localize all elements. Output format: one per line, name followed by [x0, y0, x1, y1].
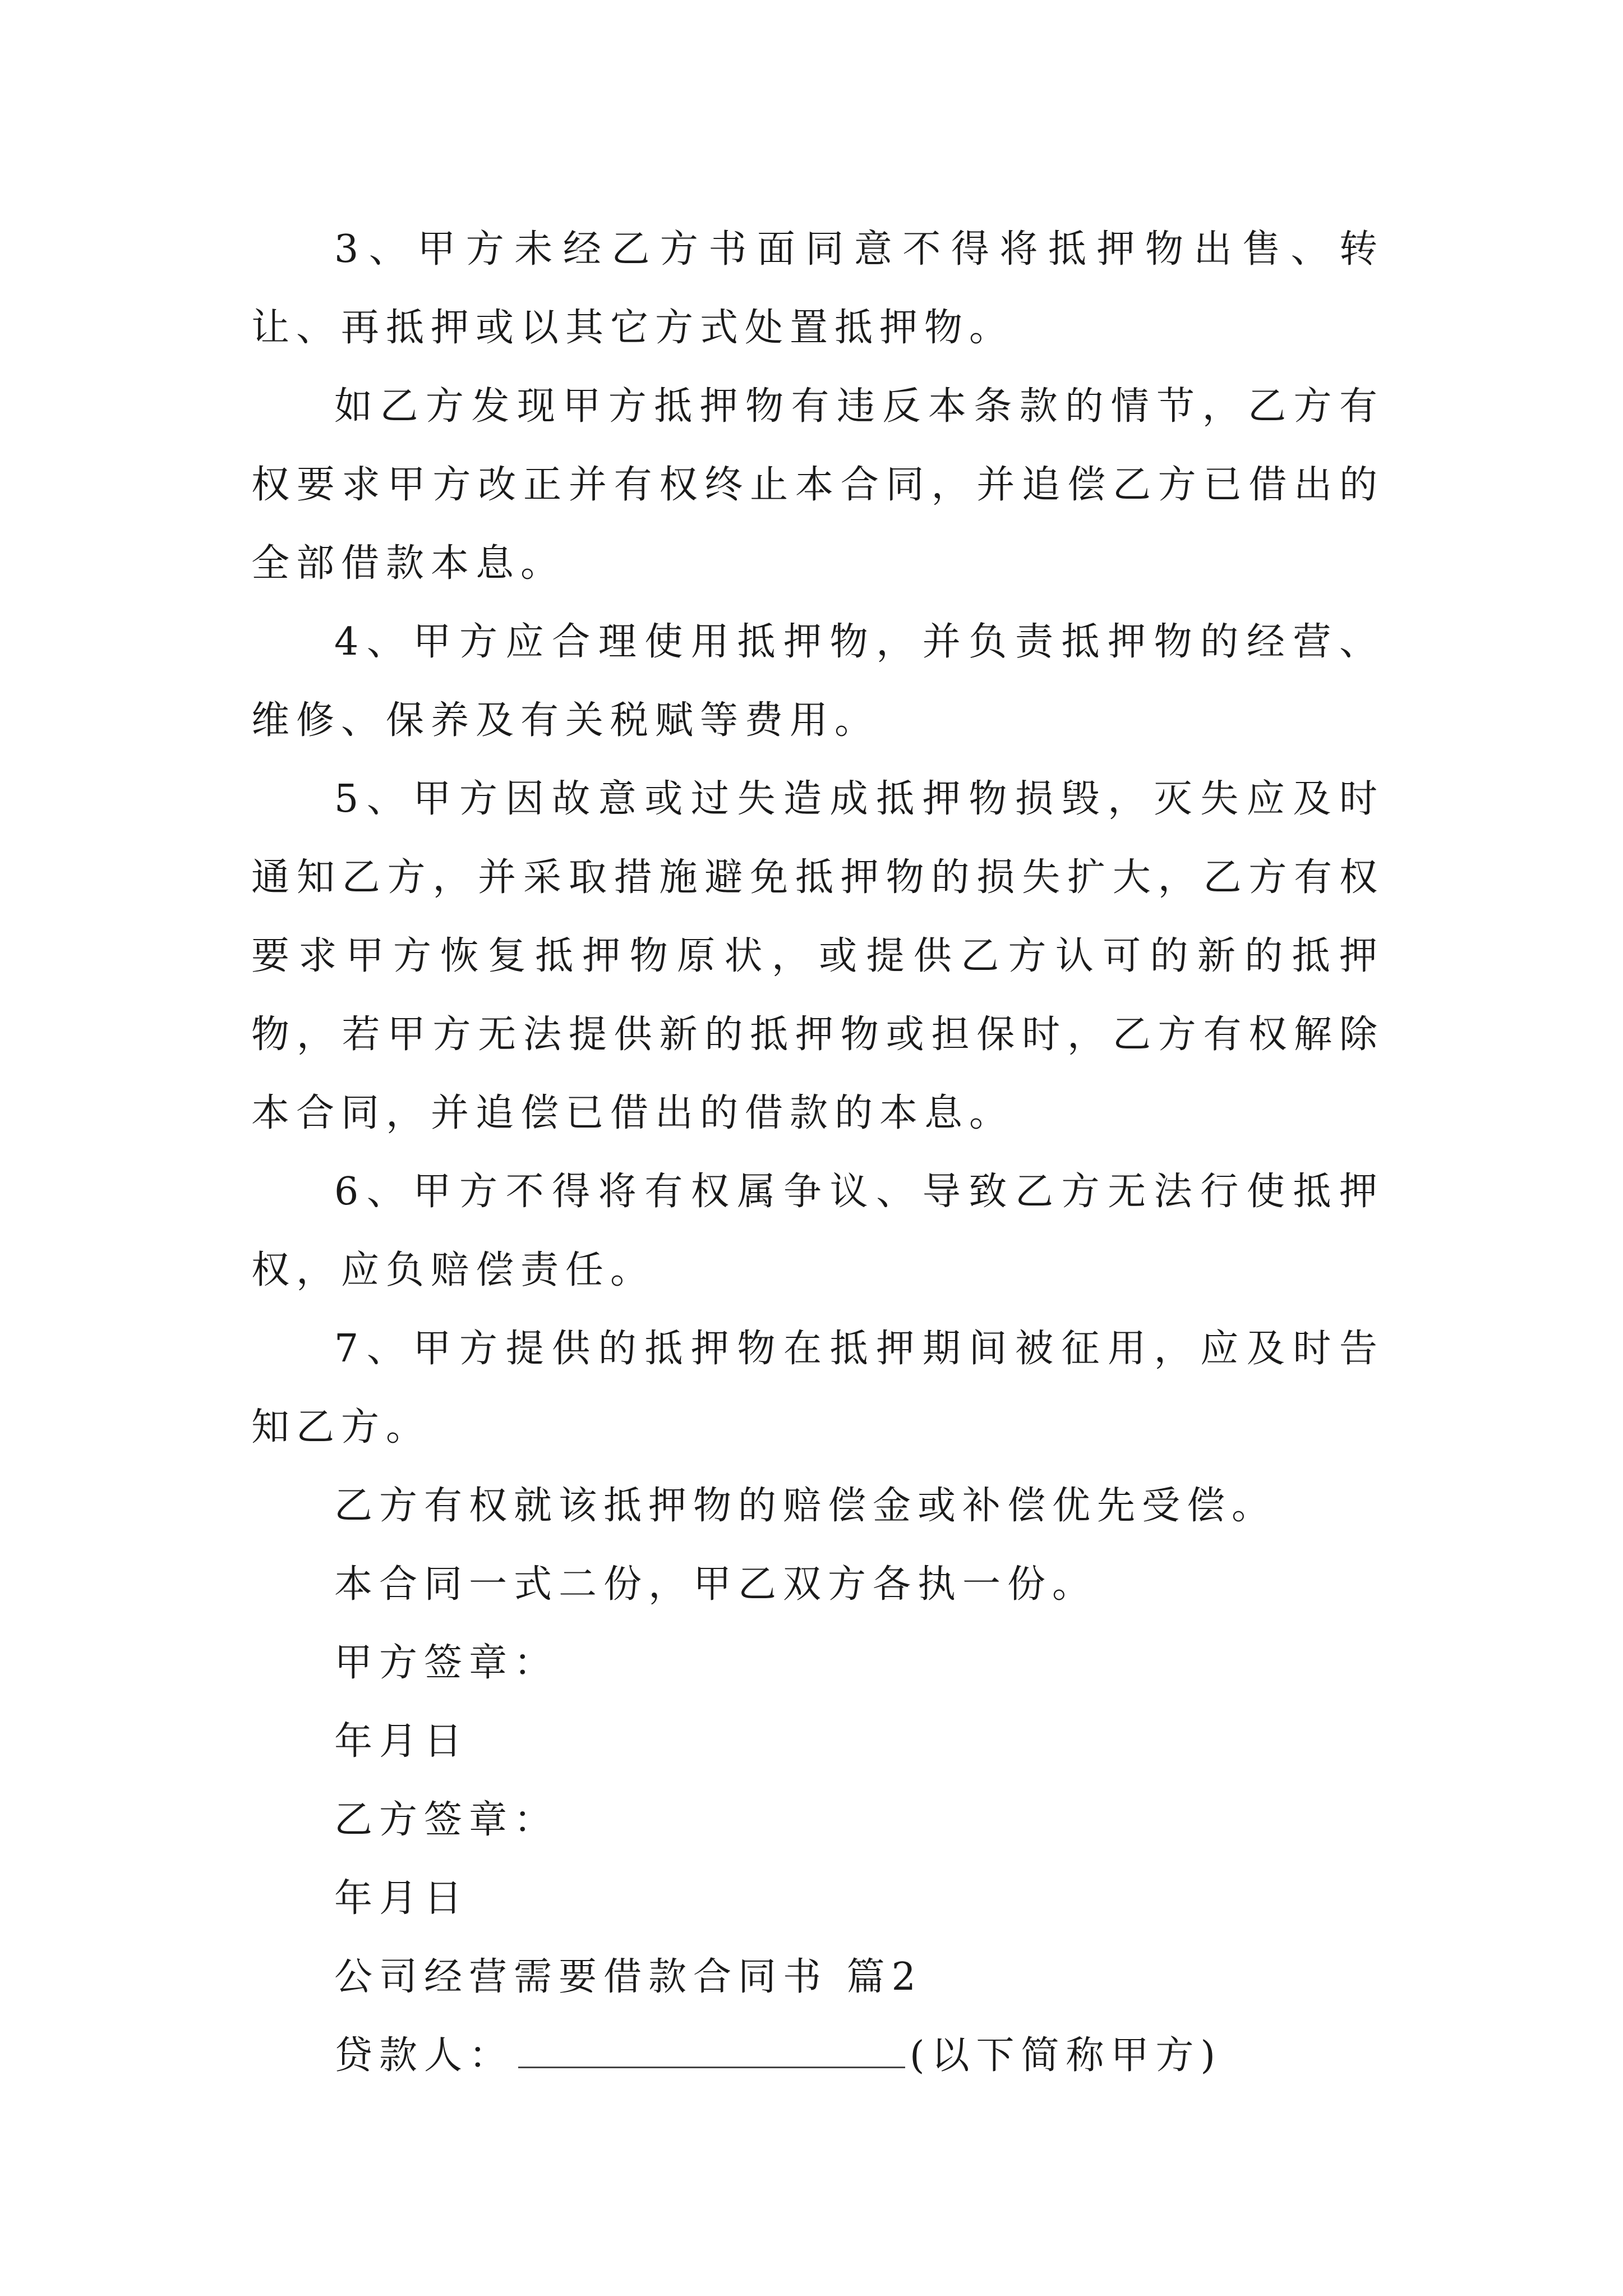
copies-statement: 本合同一式二份，甲乙双方各执一份。: [334, 1562, 1098, 1607]
clause-3-violation: 如乙方发现甲方抵押物有违反本条款的情节，乙方有权要求甲方改正并有权终止本合同，并追偿乙方已借出的全部借款本息。: [251, 384, 1384, 586]
clause-4: 4、甲方应合理使用抵押物，并负责抵押物的经营、维修、保养及有关税赋等费用。: [251, 620, 1384, 743]
clause-7: 7、甲方提供的抵押物在抵押期间被征用，应及时告知乙方。: [251, 1327, 1384, 1450]
section-title: 公司经营需要借款合同书 篇2: [334, 1955, 923, 1999]
lender-label: 贷款人：: [334, 2033, 514, 2078]
document-body: [251, 210, 1384, 2095]
party-a-date-label: 年月日: [334, 1719, 469, 1764]
clause-6: 6、甲方不得将有权属争议、导致乙方无法行使抵押权，应负赔偿责任。: [251, 1170, 1384, 1292]
clause-5: 5、甲方因故意或过失造成抵押物损毁，灭失应及时通知乙方，并采取措施避免抵押物的损失扩大，乙方有权要求甲方恢复抵押物原状，或提供乙方认可的新的抵押物，若甲方无法提供新的抵押物或担保时，乙方有权解除本合同，并追偿已借出的借款的本息。: [251, 777, 1384, 1135]
compensation-priority: 乙方有权就该抵押物的赔偿金或补偿优先受偿。: [334, 1484, 1277, 1528]
lender-suffix: (以下简称甲方): [910, 2033, 1223, 2078]
lender-blank-field: [518, 2032, 905, 2068]
lender-line: [251, 2017, 1384, 2095]
clause-3: 3、甲方未经乙方书面同意不得将抵押物出售、转让、再抵押或以其它方式处置抵押物。: [251, 227, 1384, 350]
party-b-date-label: 年月日: [334, 1876, 469, 1921]
party-b-signature-label: 乙方签章：: [334, 1798, 559, 1842]
party-a-signature-label: 甲方签章：: [334, 1641, 559, 1685]
